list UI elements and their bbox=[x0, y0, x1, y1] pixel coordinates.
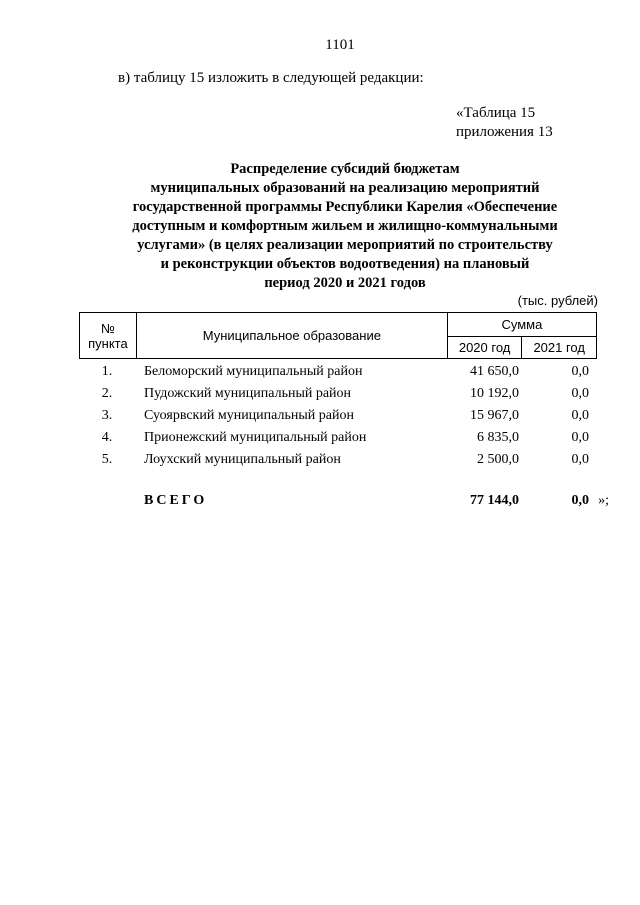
row-municipality: Прионежский муниципальный район bbox=[144, 430, 367, 445]
title-line: услугами» (в целях реализации мероприятий по строительству bbox=[137, 237, 553, 253]
units-label: (тыс. рублей) bbox=[517, 293, 598, 308]
header-municipality: Муниципальное образование bbox=[136, 313, 447, 359]
total-label: ВСЕГО bbox=[144, 493, 208, 508]
header-number-label: пункта bbox=[88, 335, 128, 351]
header-number-symbol: № bbox=[100, 320, 115, 336]
table-row bbox=[79, 430, 597, 452]
intro-text: в) таблицу 15 изложить в следующей редакции: bbox=[118, 70, 424, 86]
total-row bbox=[79, 493, 639, 515]
row-municipality: Суоярвский муниципальный район bbox=[144, 408, 354, 423]
table-header bbox=[79, 312, 597, 359]
row-value-2020: 41 650,0 bbox=[470, 364, 519, 379]
title-line: Распределение субсидий бюджетам bbox=[230, 161, 460, 177]
row-value-2020: 2 500,0 bbox=[477, 452, 519, 467]
header-number-cell bbox=[80, 313, 137, 359]
title-line: государственной программы Республики Карелия «Обеспечение bbox=[132, 199, 558, 215]
table-row bbox=[79, 364, 597, 386]
row-value-2021: 0,0 bbox=[571, 452, 589, 467]
row-value-2020: 6 835,0 bbox=[477, 430, 519, 445]
row-value-2021: 0,0 bbox=[571, 364, 589, 379]
page-number: 1101 bbox=[325, 37, 355, 53]
closing-quote: »; bbox=[598, 493, 609, 508]
row-number: 3. bbox=[101, 408, 113, 423]
table-reference bbox=[456, 104, 553, 142]
table-row bbox=[79, 452, 597, 474]
row-municipality: Лоухский муниципальный район bbox=[144, 452, 341, 467]
title-line: и реконструкции объектов водоотведения) на плановый bbox=[160, 256, 530, 272]
header-sum: Сумма bbox=[447, 313, 596, 337]
table-ref-line-2: приложения 13 bbox=[456, 124, 553, 140]
header-year-2020: 2020 год bbox=[447, 337, 522, 359]
table-body bbox=[79, 364, 597, 474]
total-value-2020: 77 144,0 bbox=[470, 493, 519, 508]
table-row bbox=[79, 386, 597, 408]
table-row bbox=[79, 408, 597, 430]
row-number: 2. bbox=[101, 386, 113, 401]
row-value-2021: 0,0 bbox=[571, 430, 589, 445]
row-number: 5. bbox=[101, 452, 113, 467]
header-year-2021: 2021 год bbox=[522, 337, 597, 359]
row-municipality: Пудожский муниципальный район bbox=[144, 386, 352, 401]
title-line: доступным и комфортным жильем и жилищно-коммунальными bbox=[132, 218, 558, 234]
row-value-2020: 15 967,0 bbox=[470, 408, 519, 423]
document-title bbox=[60, 160, 630, 293]
row-municipality: Беломорский муниципальный район bbox=[144, 364, 363, 379]
row-value-2020: 10 192,0 bbox=[470, 386, 519, 401]
row-value-2021: 0,0 bbox=[571, 408, 589, 423]
table-ref-line-1: «Таблица 15 bbox=[456, 105, 536, 121]
row-number: 1. bbox=[101, 364, 113, 379]
title-line: муниципальных образований на реализацию мероприятий bbox=[150, 180, 540, 196]
row-value-2021: 0,0 bbox=[571, 386, 589, 401]
total-value-2021: 0,0 bbox=[571, 493, 589, 508]
row-number: 4. bbox=[101, 430, 113, 445]
title-line: период 2020 и 2021 годов bbox=[264, 275, 426, 291]
